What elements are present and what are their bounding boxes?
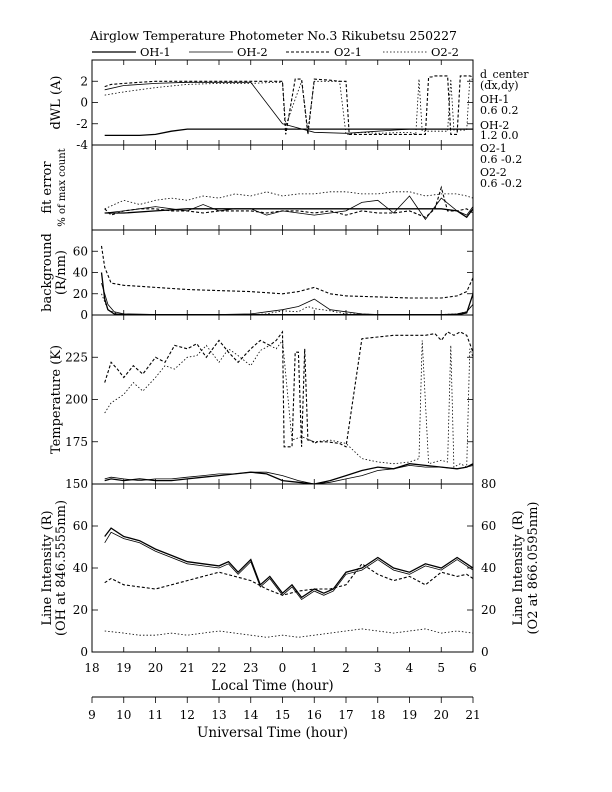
side-note-header: d_center [480, 68, 529, 81]
side-note-label: O2-2 [480, 166, 507, 179]
chart-panels [40, 60, 541, 659]
side-note-value: 0.6 -0.2 [480, 153, 523, 166]
y-tick-label-right: 0 [481, 645, 489, 659]
y-axis-label: dWL (A) [49, 75, 64, 130]
ut-tick-label: 11 [147, 708, 164, 722]
y-tick-label: -2 [76, 116, 88, 131]
legend-label-oh-2: OH-2 [237, 45, 268, 59]
y-tick-label: 200 [65, 392, 88, 407]
y-axis-label: background [40, 233, 55, 312]
local-time-tick-label: 1 [310, 661, 319, 675]
local-time-tick-label: 3 [373, 661, 382, 675]
ut-tick-label: 13 [211, 708, 227, 722]
legend-label-o2-1: O2-1 [334, 45, 362, 59]
y-tick-label: 60 [72, 519, 88, 533]
panel-frame [92, 145, 473, 230]
side-notes [480, 68, 529, 190]
ut-tick-label: 9 [88, 708, 96, 722]
legend-label-o2-2: O2-2 [431, 45, 459, 59]
local-time-tick-label: 23 [243, 661, 259, 675]
y-axis-label: Line Intensity (R) [40, 510, 55, 626]
legend [92, 45, 459, 59]
y-tick-label: 225 [65, 350, 88, 365]
series-int-oh-1 [105, 528, 477, 597]
y-axis-label-right: (O2 at 866.0595nm) [526, 501, 541, 635]
y-axis-label: % of max count [57, 148, 68, 227]
local-time-tick-label: 19 [116, 661, 132, 675]
side-note-header2: (dx,dy) [480, 79, 519, 92]
local-time-tick-label: 6 [469, 661, 477, 675]
y-tick-label: 0 [80, 645, 88, 659]
y-tick-label: 60 [72, 244, 88, 259]
ut-tick-label: 12 [179, 708, 195, 722]
panel-bg [40, 230, 476, 322]
side-note-label: OH-1 [480, 93, 510, 106]
local-time-tick-label: 4 [405, 661, 414, 675]
side-note-label: OH-2 [480, 119, 510, 132]
ut-tick-label: 20 [433, 708, 449, 722]
panel-frame [92, 230, 473, 315]
ut-tick-label: 21 [465, 708, 481, 722]
local-time-tick-label: 22 [211, 661, 227, 675]
ut-tick-label: 15 [274, 708, 291, 722]
local-time-tick-label: 5 [437, 661, 446, 675]
y-axis-label-right: Line Intensity (R) [511, 510, 526, 626]
y-tick-label: 0 [80, 95, 88, 110]
panel-dwl [49, 60, 476, 152]
y-tick-label: -4 [76, 138, 88, 152]
ut-tick-label: 17 [338, 708, 354, 722]
x-axes [84, 661, 480, 741]
chart-title: Airglow Temperature Photometer No.3 Rikubetsu 250227 [90, 28, 457, 43]
series-int-o2-2 [105, 629, 477, 637]
panel-frame [92, 484, 473, 652]
local-time-tick-label: 21 [179, 661, 195, 675]
y-tick-label-right: 80 [481, 477, 497, 491]
y-tick-label: 40 [72, 265, 88, 280]
y-axis-label: Temperature (K) [49, 344, 64, 455]
panel-temp [49, 315, 476, 491]
series-bg-o2-2 [102, 288, 477, 314]
ut-tick-label: 18 [370, 708, 386, 722]
ut-axis-label: Universal Time (hour) [197, 725, 348, 741]
ut-tick-label: 10 [116, 708, 132, 722]
side-note-value: 1.2 0.0 [480, 129, 519, 142]
side-note-label: O2-1 [480, 142, 507, 155]
series-bg-o2-1 [102, 230, 477, 298]
local-time-tick-label: 18 [84, 661, 100, 675]
legend-label-oh-1: OH-1 [140, 45, 171, 59]
y-tick-label: 40 [72, 561, 88, 575]
panel-fit [40, 145, 476, 230]
series-dwl-oh-2 [105, 82, 477, 133]
y-tick-label-right: 60 [481, 519, 497, 533]
side-note-value: 0.6 -0.2 [480, 177, 523, 190]
panel-int [40, 477, 541, 659]
series-bg-oh-1 [102, 230, 477, 315]
y-tick-label: 2 [80, 74, 88, 89]
local-time-tick-label: 2 [342, 661, 350, 675]
local-time-tick-label: 20 [147, 661, 164, 675]
y-tick-label: 20 [72, 286, 88, 301]
ut-tick-label: 19 [401, 708, 418, 722]
local-time-axis-label: Local Time (hour) [211, 678, 334, 694]
y-tick-label: 0 [80, 308, 88, 322]
y-tick-label: 20 [72, 603, 88, 617]
y-axis-label: (R/nm) [54, 249, 69, 296]
side-note-value: 0.6 0.2 [480, 104, 519, 117]
y-tick-label: 150 [65, 477, 88, 491]
y-tick-label-right: 40 [481, 561, 497, 575]
y-tick-label: 175 [65, 434, 88, 449]
y-axis-label: (OH at 846.5555nm) [54, 499, 69, 637]
y-tick-label-right: 20 [481, 603, 497, 617]
ut-tick-label: 14 [243, 708, 259, 722]
local-time-tick-label: 0 [278, 661, 287, 675]
y-axis-label: fit error [40, 161, 55, 214]
ut-tick-label: 16 [306, 708, 322, 722]
series-fit-o2-2 [105, 192, 477, 209]
